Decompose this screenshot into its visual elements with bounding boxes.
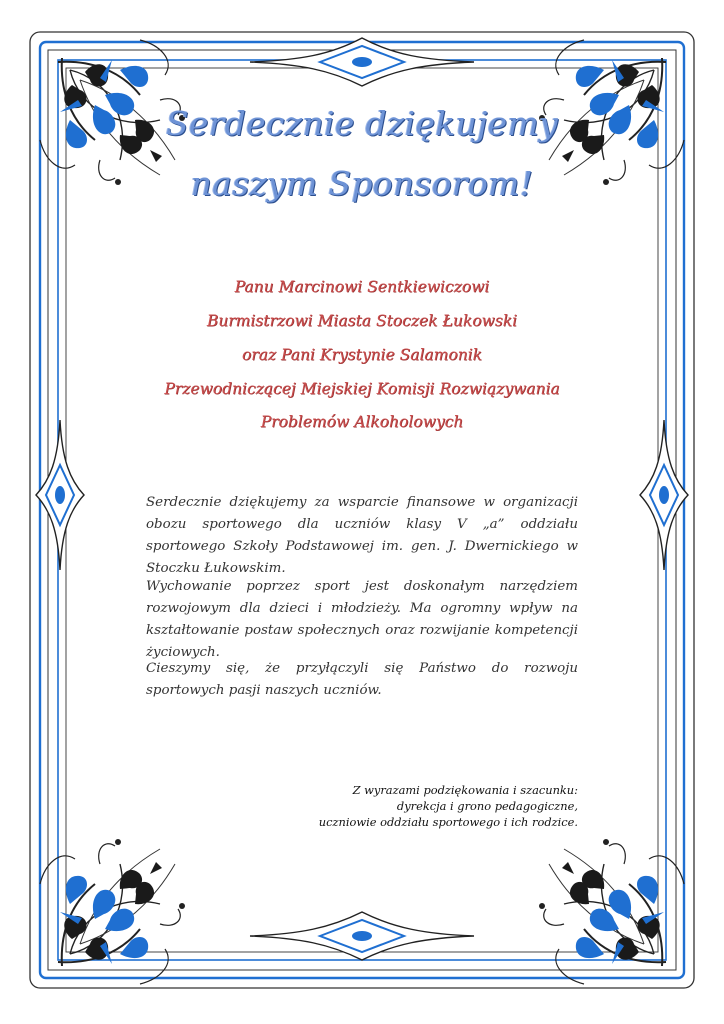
signature-line-2: dyrekcja i grono pedagogiczne, xyxy=(396,799,578,813)
recipient-line-2: Burmistrzowi Miasta Stoczek Łukowski xyxy=(206,312,518,330)
bottom-diamond-ornament xyxy=(250,912,474,960)
right-diamond-ornament xyxy=(640,420,688,570)
page-title-line-2: naszym Sponsorom! xyxy=(190,164,534,203)
signature-line-3: uczniowie oddziału sportowego i ich rodzice. xyxy=(318,815,578,829)
signature-line-1: Z wyrazami podziękowania i szacunku: xyxy=(352,783,578,797)
recipient-line-5: Problemów Alkoholowych xyxy=(260,413,464,431)
recipient-line-4: Przewodniczącej Miejskiej Komisji Rozwiązywania xyxy=(164,380,560,398)
body-paragraph-2: Wychowanie poprzez sport jest doskonałym narzędziem rozwojowym dla dzieci i młodzieży. Ma ogromny wpływ na kształtowanie postaw społecznych oraz rozwijanie kompetencji życiowych. xyxy=(146,579,578,660)
left-diamond-ornament xyxy=(36,420,84,570)
recipient-line-1: Panu Marcinowi Sentkiewiczowi xyxy=(234,278,490,296)
body-paragraph-1: Serdecznie dziękujemy za wsparcie finansowe w organizacji obozu sportowego dla uczniów klasy V „a” oddziału sportowego Szkoły Podstawowej im. gen. J. Dwernickiego w Stoczku Łukowskim. xyxy=(146,495,578,576)
page-title-line-1: Serdecznie dziękujemy xyxy=(165,104,559,143)
recipient-line-3: oraz Pani Krystynie Salamonik xyxy=(241,346,483,364)
body-paragraph-3: Cieszymy się, że przyłączyli się Państwo do rozwoju sportowych pasji naszych uczniów. xyxy=(146,661,578,698)
top-diamond-ornament xyxy=(250,38,474,86)
